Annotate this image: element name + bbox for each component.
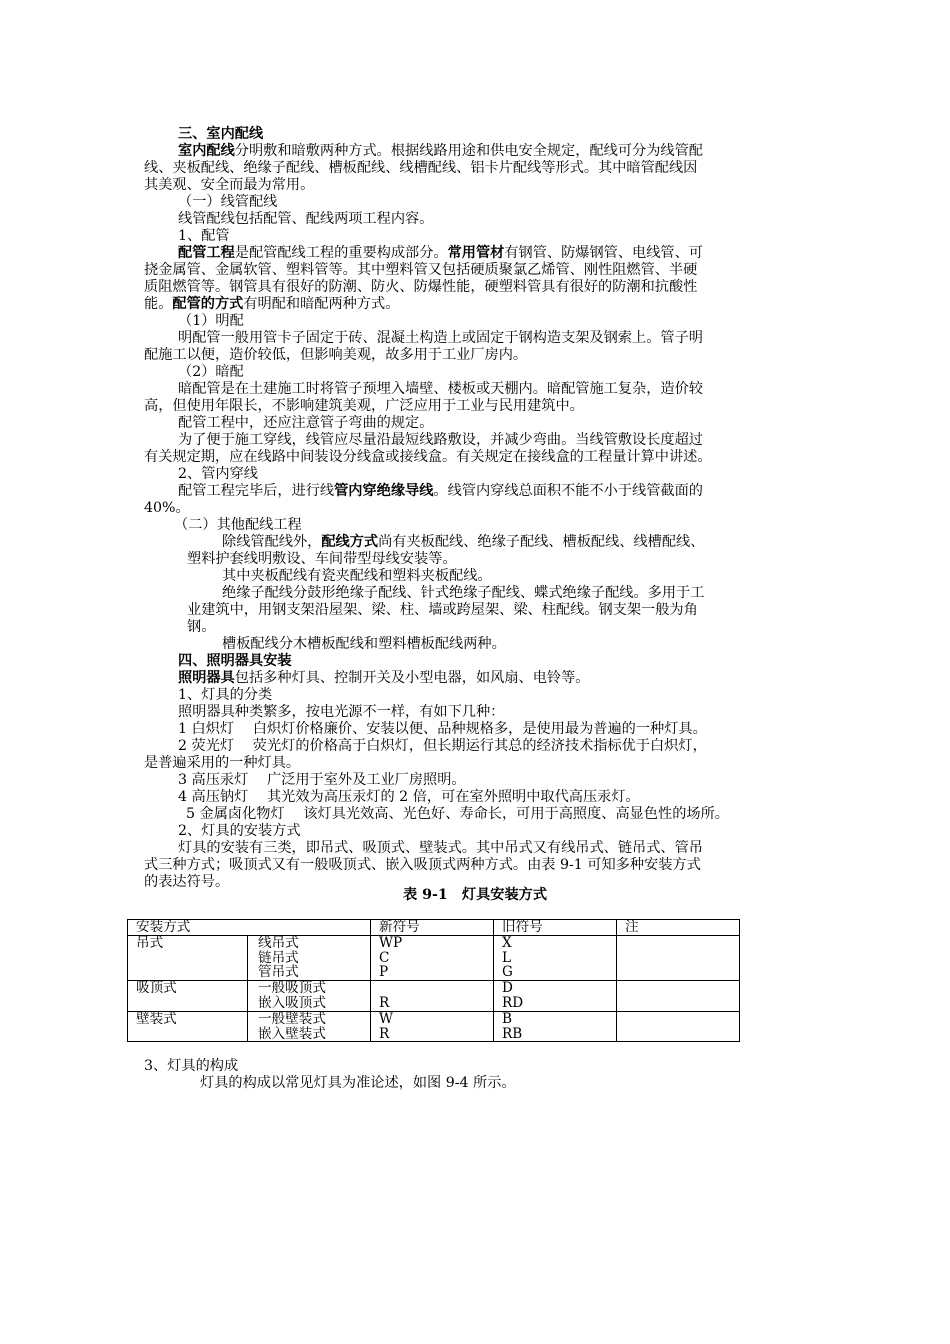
paragraph-line: 3 高压汞灯 广泛用于室外及工业厂房照明。 (178, 772, 466, 788)
header-cell: 旧符号 (494, 920, 617, 936)
note-cell (617, 981, 740, 1012)
bold-term: 配线方式 (321, 534, 379, 550)
subheading: （一）线管配线 (178, 194, 278, 210)
sub-type: 链吊式 (258, 949, 299, 966)
section-heading: 四、照明器具安装 (178, 653, 292, 669)
text-run: 是配管配线工程的重要构成部分。 (234, 245, 448, 261)
sub-type: 嵌入壁装式 (258, 1025, 326, 1042)
paragraph-line: 灯具的构成以常见灯具为准论述，如图 9-4 所示。 (200, 1075, 516, 1091)
paragraph-line: 其美观、安全而最为常用。 (144, 177, 315, 193)
symbol: G (502, 964, 513, 981)
bold-term: 室内配线 (178, 143, 235, 159)
sub-type-cell (248, 935, 371, 980)
paragraph-line: 线、夹板配线、绝缘子配线、槽板配线、线槽配线、铝卡片配线等形式。其中暗管配线因 (144, 160, 698, 176)
paragraph-line: 业建筑中，用钢支架沿屋架、梁、柱、墙或跨屋架、梁、柱配线。钢支架一般为角 (187, 602, 698, 618)
text-run: 尚有夹板配线、绝缘子配线、槽板配线、线槽配线、 (378, 534, 705, 550)
paragraph-line: 暗配管是在土建施工时将管子预埋入墙壁、楼板或天棚内。暗配管施工复杂，造价较 (178, 381, 703, 397)
sub-type: 一般吸顶式 (258, 980, 326, 997)
symbol: WP (379, 934, 403, 951)
paragraph-line: 槽板配线分木槽板配线和塑料槽板配线两种。 (222, 636, 506, 652)
paragraph-line: 配管工程中，还应注意管子弯曲的规定。 (178, 415, 434, 431)
empty-cell (740, 1011, 900, 1042)
paragraph-line: 其中夹板配线有瓷夹配线和塑料夹板配线。 (222, 568, 492, 584)
text-run: 有钢管、防爆钢管、电线管、可 (504, 245, 703, 261)
paragraph-line: 钢。 (187, 619, 216, 635)
text-run: 包括多种灯具、控制开关及小型电器，如风扇、电铃等。 (234, 670, 590, 686)
group-cell: 吊式 (128, 935, 248, 980)
sub-type-cell (248, 1011, 371, 1042)
paragraph-line: 灯具的安装有三类，即吊式、吸顶式、壁装式。其中吊式又有线吊式、链吊式、管吊 (178, 840, 703, 856)
subheading: （2）暗配 (178, 364, 244, 380)
paragraph-line: 塑料护套线明敷设、车间带型母线安装等。 (187, 551, 457, 567)
old-symbol-cell (494, 935, 617, 980)
header-cell: 新符号 (371, 920, 494, 936)
old-symbol-cell (494, 981, 617, 1012)
empty-cell (740, 920, 900, 936)
paragraph-line: 配施工以便，造价较低，但影响美观，故多用于工业厂房内。 (144, 347, 528, 363)
sub-type: 嵌入吸顶式 (258, 994, 326, 1011)
paragraph-line (178, 143, 703, 160)
list-item: 3、灯具的构成 (144, 1058, 239, 1074)
header-cell: 安装方式 (128, 920, 371, 936)
install-methods-table (127, 919, 900, 1042)
paragraph-line: 有关规定期，应在线路中间装设分线盒或接线盒。有关规定在接线盒的工程量计算中讲述。 (144, 449, 712, 465)
text-run: 分明敷和暗敷两种方式。根据线路用途和供电安全规定，配线可分为线管配 (234, 143, 703, 159)
note-cell (617, 1011, 740, 1042)
header-cell: 注 (617, 920, 740, 936)
table-row (128, 935, 900, 980)
paragraph-line: 线管配线包括配管、配线两项工程内容。 (178, 211, 434, 227)
table-row (128, 981, 900, 1012)
subheading: （二）其他配线工程 (174, 517, 302, 533)
text-run: 除线管配线外， (222, 534, 322, 550)
list-item: 1、配管 (178, 228, 230, 244)
section-heading: 三、室内配线 (178, 126, 264, 142)
list-item: 2、灯具的安装方式 (178, 823, 301, 839)
table-caption: 表 9-1 灯具安装方式 (402, 887, 548, 903)
note-cell (617, 935, 740, 980)
sub-type: 线吊式 (258, 934, 299, 951)
paragraph-line: 是普遍采用的一种灯具。 (144, 755, 301, 771)
group-cell: 壁装式 (128, 1011, 248, 1042)
subheading: （1）明配 (178, 313, 244, 329)
empty-cell (740, 935, 900, 980)
bold-term: 管内穿绝缘导线 (334, 483, 434, 499)
paragraph-line (178, 670, 589, 687)
group-cell: 吸顶式 (128, 981, 248, 1012)
table-row (128, 1011, 900, 1042)
symbol: P (379, 964, 389, 981)
paragraph-line: 高，但使用年限长，不影响建筑美观，广泛应用于工业与民用建筑中。 (144, 398, 584, 414)
list-item: 2、管内穿线 (178, 466, 258, 482)
symbol: R (379, 994, 390, 1011)
paragraph-line: 40%。 (144, 500, 190, 516)
text-run: 配管工程完毕后，进行线 (178, 483, 335, 499)
paragraph-line: 明配管一般用管卡子固定于砖、混凝土构造上或固定于钢构造支架及钢索上。管子明 (178, 330, 703, 346)
bold-term: 配管工程 (178, 245, 235, 261)
text-run: 能。 (144, 296, 173, 312)
paragraph-line: 绝缘子配线分鼓形绝缘子配线、针式绝缘子配线、蝶式绝缘子配线。多用于工 (222, 585, 705, 601)
symbol: R (379, 1025, 390, 1042)
paragraph-line (222, 534, 704, 551)
sub-type: 一般壁装式 (258, 1010, 326, 1027)
symbol: RD (502, 994, 524, 1011)
empty-cell (740, 981, 900, 1012)
paragraph-line: 1 白炽灯 白炽灯价格廉价、安装以便、品种规格多，是使用最为普遍的一种灯具。 (178, 721, 707, 737)
paragraph-line (178, 245, 703, 262)
paragraph-line (178, 483, 703, 500)
text-run: 有明配和暗配两种方式。 (243, 296, 400, 312)
paragraph-line: 2 荧光灯 荧光灯的价格高于白炽灯，但长期运行其总的经济技术指标优于白炽灯， (178, 738, 707, 754)
paragraph-line: 挠金属管、金属软管、塑料管等。其中塑料管又包括硬质聚氯乙烯管、刚性阻燃管、半硬 (144, 262, 698, 278)
paragraph-line: 5 金属卤化物灯 该灯具光效高、光色好、寿命长，可用于高照度、高显色性的场所。 (186, 806, 729, 822)
bold-term: 常用管材 (447, 245, 505, 261)
bold-term: 照明器具 (178, 670, 235, 686)
new-symbol-cell (371, 981, 494, 1012)
new-symbol-cell (371, 935, 494, 980)
bold-term: 配管的方式 (172, 296, 244, 312)
symbol: W (379, 1010, 393, 1027)
symbol: RB (502, 1025, 523, 1042)
symbol: X (502, 934, 512, 951)
sub-type: 管吊式 (258, 964, 299, 981)
paragraph-line: 式三种方式；吸顶式又有一般吸顶式、嵌入吸顶式两种方式。由表 9-1 可知多种安装方式 (144, 857, 701, 873)
list-item: 1、灯具的分类 (178, 687, 273, 703)
paragraph-line: 质阻燃管等。钢管具有很好的防潮、防火、防爆性能，硬塑料管具有很好的防潮和抗酸性 (144, 279, 698, 295)
symbol: C (379, 949, 390, 966)
table-header-row (128, 920, 900, 936)
symbol: L (502, 949, 512, 966)
symbol (379, 981, 493, 996)
paragraph-line: 照明器具种类繁多，按电光源不一样，有如下几种： (178, 704, 505, 720)
sub-type-cell (248, 981, 371, 1012)
new-symbol-cell (371, 1011, 494, 1042)
paragraph-line (144, 296, 399, 313)
paragraph-line: 为了便于施工穿线，线管应尽量沿最短线路敷设，并减少弯曲。当线管敷设长度超过 (178, 432, 703, 448)
symbol: D (502, 980, 513, 997)
text-run: 。线管内穿线总面积不能不小于线管截面的 (433, 483, 703, 499)
paragraph-line: 4 高压钠灯 其光效为高压汞灯的 2 倍，可在室外照明中取代高压汞灯。 (178, 789, 640, 805)
old-symbol-cell (494, 1011, 617, 1042)
paragraph-line: 的表达符号。 (144, 874, 230, 890)
symbol: B (502, 1010, 512, 1027)
